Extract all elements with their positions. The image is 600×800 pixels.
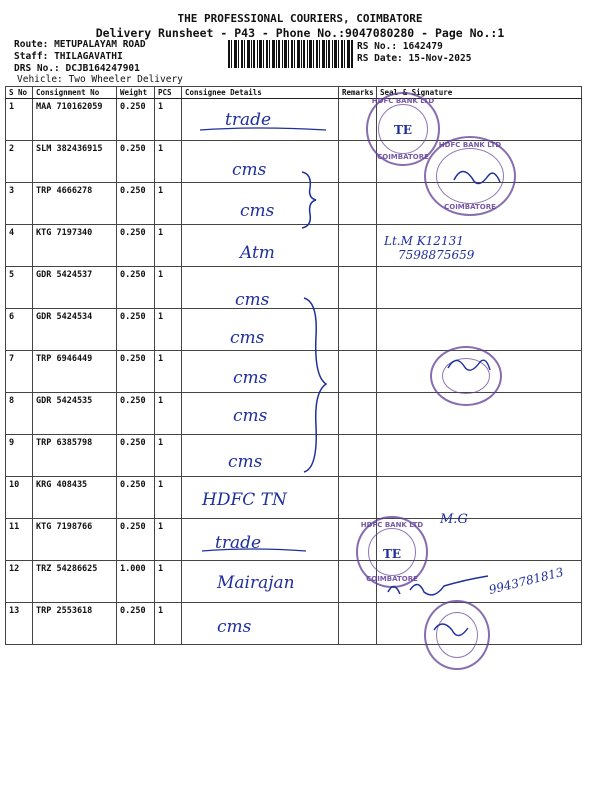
route-label: Route: (14, 39, 49, 50)
cell-consignment: GDR 5424535 (33, 393, 117, 435)
table-row (6, 435, 582, 477)
signature-row-4-name: Lt.M K12131 (384, 234, 464, 248)
cell-sno: 8 (6, 393, 33, 435)
table-row (6, 267, 582, 309)
cell-seal-signature (377, 267, 582, 309)
col-header-weight: Weight (117, 87, 155, 99)
rs-no-value: 1642479 (402, 41, 443, 52)
cell-seal-signature (377, 477, 582, 519)
handwritten-note-row-4: Atm (240, 243, 275, 263)
cell-consignment: TRP 6946449 (33, 351, 117, 393)
cell-consignment: TRP 2553618 (33, 603, 117, 645)
cell-remarks (339, 477, 377, 519)
cell-sno: 2 (6, 141, 33, 183)
cell-pcs: 1 (155, 141, 182, 183)
cell-consignment: KTG 7198766 (33, 519, 117, 561)
underline-row-11 (200, 545, 310, 559)
col-header-sno: S No (6, 87, 33, 99)
signature-row-2 (448, 160, 508, 200)
drs-label: DRS No.: (14, 63, 60, 74)
handwritten-note-row-5: cms (235, 290, 270, 310)
cell-sno: 10 (6, 477, 33, 519)
handwritten-note-row-1: trade (225, 110, 272, 130)
company-title: THE PROFESSIONAL COURIERS, COIMBATORE (177, 12, 423, 25)
cell-weight: 0.250 (117, 351, 155, 393)
rs-no-label: RS No.: (357, 41, 398, 52)
handwritten-note-row-10: HDFC TN (202, 490, 287, 510)
vehicle-label: Vehicle: (17, 74, 63, 85)
route-field (14, 39, 146, 50)
cell-weight: 0.250 (117, 603, 155, 645)
handwritten-note-row-12: Mairajan (217, 573, 295, 593)
barcode (228, 40, 353, 68)
cell-pcs: 1 (155, 603, 182, 645)
runsheet-subtitle: Delivery Runsheet - P43 - Phone No.:9047080280 - Page No.:1 (95, 26, 505, 40)
table-row (6, 603, 582, 645)
cell-consignment: KRG 408435 (33, 477, 117, 519)
cell-remarks (339, 603, 377, 645)
staff-field (14, 51, 123, 62)
cell-sno: 7 (6, 351, 33, 393)
cell-consignment: TRZ 54286625 (33, 561, 117, 603)
cell-weight: 0.250 (117, 393, 155, 435)
table-row (6, 393, 582, 435)
cell-seal-signature (377, 309, 582, 351)
cell-pcs: 1 (155, 267, 182, 309)
handwritten-note-row-13: cms (217, 617, 252, 637)
col-header-pcs: PCS (155, 87, 182, 99)
seal-text-top: HDFC BANK LTD (371, 97, 435, 105)
bank-seal-row-1 (366, 92, 440, 166)
handwritten-note-row-7: cms (233, 368, 268, 388)
vehicle-field (17, 74, 183, 85)
rs-date-field (357, 53, 471, 64)
cell-consignment: GDR 5424534 (33, 309, 117, 351)
signature-row-12 (384, 572, 494, 606)
cell-sno: 12 (6, 561, 33, 603)
cell-weight: 0.250 (117, 309, 155, 351)
cell-sno: 9 (6, 435, 33, 477)
cell-weight: 0.250 (117, 183, 155, 225)
handwritten-note-row-9: cms (228, 452, 263, 472)
signature-row-12-phone: 9943781813 (487, 564, 565, 598)
cell-sno: 5 (6, 267, 33, 309)
brace-mark-rows-5-9 (300, 296, 334, 476)
rs-date-label: RS Date: (357, 53, 403, 64)
cell-pcs: 1 (155, 519, 182, 561)
cell-pcs: 1 (155, 435, 182, 477)
drs-field (14, 63, 140, 74)
cell-pcs: 1 (155, 183, 182, 225)
signature-row-11: M.G (440, 512, 468, 527)
cell-consignment: TRP 4666278 (33, 183, 117, 225)
staff-label: Staff: (14, 51, 49, 62)
signature-row-7 (444, 352, 494, 382)
cell-consignee-details (182, 603, 339, 645)
cell-remarks (339, 435, 377, 477)
brace-mark-rows-2-4 (298, 170, 328, 230)
cell-weight: 0.250 (117, 477, 155, 519)
cell-remarks (339, 225, 377, 267)
cell-weight: 0.250 (117, 141, 155, 183)
cell-weight: 0.250 (117, 99, 155, 141)
cell-sno: 3 (6, 183, 33, 225)
signature-row-13 (430, 616, 480, 646)
cell-sno: 1 (6, 99, 33, 141)
cell-consignment: MAA 710162059 (33, 99, 117, 141)
handwritten-note-row-8: cms (233, 406, 268, 426)
vehicle-value: Two Wheeler Delivery (68, 74, 183, 85)
cell-weight: 0.250 (117, 435, 155, 477)
seal-text-bottom: COIMBATORE (444, 203, 496, 211)
col-header-consignment: Consignment No (33, 87, 117, 99)
seal-text-bottom: COIMBATORE (377, 153, 429, 161)
seal-mark: TE (393, 123, 413, 138)
cell-weight: 0.250 (117, 225, 155, 267)
handwritten-note-row-2: cms (232, 160, 267, 180)
seal-mark: TE (382, 546, 402, 561)
cell-consignment: SLM 382436915 (33, 141, 117, 183)
table-row (6, 309, 582, 351)
seal-text-bottom: COIMBATORE (366, 575, 418, 583)
cell-consignment: GDR 5424537 (33, 267, 117, 309)
cell-sno: 4 (6, 225, 33, 267)
cell-weight: 0.250 (117, 519, 155, 561)
cell-remarks (339, 309, 377, 351)
seal-text-top: HDFC BANK LTD (438, 141, 502, 149)
cell-pcs: 1 (155, 477, 182, 519)
seal-text-top: HDFC BANK LTD (360, 521, 424, 529)
cell-weight: 1.000 (117, 561, 155, 603)
col-header-remarks: Remarks (339, 87, 377, 99)
cell-remarks (339, 183, 377, 225)
cell-pcs: 1 (155, 561, 182, 603)
underline-row-1 (198, 122, 328, 136)
handwritten-note-row-11: trade (215, 533, 262, 553)
cell-sno: 6 (6, 309, 33, 351)
cell-seal-signature (377, 435, 582, 477)
col-header-signature: Seal & Signature (377, 87, 582, 99)
cell-remarks (339, 351, 377, 393)
cell-remarks (339, 267, 377, 309)
cell-remarks (339, 393, 377, 435)
cell-pcs: 1 (155, 309, 182, 351)
route-value: METUPALAYAM ROAD (54, 39, 146, 50)
drs-value: DCJB164247901 (65, 63, 140, 74)
handwritten-note-row-6: cms (230, 328, 265, 348)
staff-value: THILAGAVATHI (54, 51, 123, 62)
table-header-row (6, 87, 582, 99)
cell-pcs: 1 (155, 225, 182, 267)
table-row (6, 477, 582, 519)
cell-consignment: TRP 6385798 (33, 435, 117, 477)
cell-pcs: 1 (155, 393, 182, 435)
signature-row-4-phone: 7598875659 (398, 248, 475, 262)
table-row (6, 225, 582, 267)
cell-sno: 13 (6, 603, 33, 645)
rs-date-value: 15-Nov-2025 (408, 53, 472, 64)
cell-weight: 0.250 (117, 267, 155, 309)
cell-pcs: 1 (155, 99, 182, 141)
handwritten-note-row-3: cms (240, 201, 275, 221)
col-header-consignee: Consignee Details (182, 87, 339, 99)
cell-pcs: 1 (155, 351, 182, 393)
cell-sno: 11 (6, 519, 33, 561)
rs-no-field (357, 41, 443, 52)
cell-consignment: KTG 7197340 (33, 225, 117, 267)
